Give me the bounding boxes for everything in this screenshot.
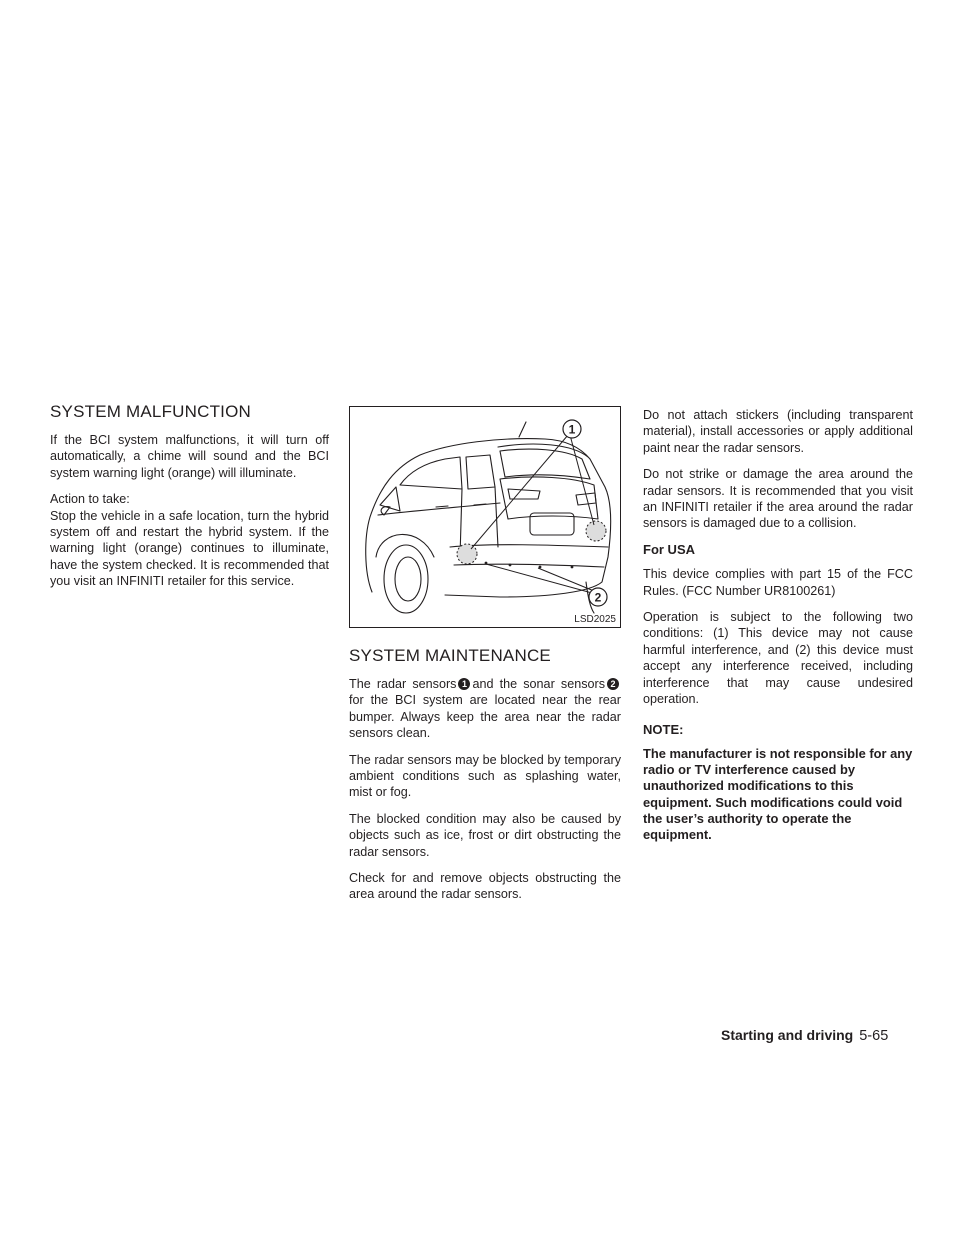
- note-title: NOTE:: [643, 721, 684, 737]
- page-number: 5-65: [859, 1028, 889, 1044]
- text-run: for the BCI system are located near the rear bumper. Always keep the area near the radar sensors clean.: [349, 693, 621, 741]
- callout-2-icon: 2: [607, 678, 619, 690]
- section-heading-malfunction: SYSTEM MALFUNCTION: [50, 402, 252, 421]
- paragraph: The blocked condition may also be caused by objects such as ice, frost or dirt obstructing the radar sensors.: [349, 811, 621, 859]
- paragraph: Operation is subject to the following two conditions: (1) This device may not cause harmful interference, and (2) this device must accept any interference received, including interference that may cause undesired operation.: [643, 610, 913, 707]
- figure-code: LSD2025: [574, 614, 616, 625]
- paragraph: This device complies with part 15 of the FCC Rules. (FCC Number UR8100261): [643, 567, 913, 598]
- paragraph: If the BCI system malfunctions, it will turn off automatically, a chime will sound and the BCI system warning light (orange) will illuminate.: [50, 433, 329, 480]
- paragraph: [349, 676, 621, 742]
- text-run: and the sonar sensors: [472, 677, 605, 691]
- vehicle-sensor-figure: [349, 406, 621, 628]
- callout-2-badge: [589, 588, 607, 606]
- footer-section-title: Starting and driving: [721, 1027, 854, 1043]
- paragraph: Check for and remove objects obstructing the area around the radar sensors.: [349, 871, 621, 902]
- callout-1-badge: [563, 420, 581, 438]
- column-middle: [349, 406, 621, 913]
- text-run: The radar sensors: [349, 677, 457, 691]
- paragraph: Do not attach stickers (including transparent material), install accessories or apply additional paint near the radar sensors.: [643, 408, 913, 455]
- action-label: Action to take:: [50, 492, 130, 507]
- paragraph: Stop the vehicle in a safe location, turn the hybrid system off and restart the hybrid system. If the warning light (orange) continues to illuminate, have the system checked. It is recommended that you visit an INFINITI retailer for this service.: [50, 508, 329, 589]
- callout-2-label: 2: [594, 590, 602, 605]
- subheading-for-usa: For USA: [643, 541, 695, 557]
- callout-1-label: 1: [568, 422, 576, 437]
- column-left: [50, 402, 329, 600]
- vehicle-rear-illustration: [350, 407, 620, 627]
- note-text: The manufacturer is not responsible for any radio or TV interference caused by unauthorized modifications to this equipment. Such modifications could void the user’s authority to operate the equipment.: [643, 745, 913, 842]
- paragraph: The radar sensors may be blocked by temporary ambient conditions such as splashing water, mist or fog.: [349, 752, 621, 800]
- section-heading-maintenance: SYSTEM MAINTENANCE: [349, 646, 551, 665]
- column-right: [643, 407, 913, 853]
- paragraph: Do not strike or damage the area around the radar sensors. It is recommended that you visit an INFINITI retailer if the area around the radar sensors is damaged due to a collision.: [643, 467, 913, 531]
- callout-1-icon: 1: [458, 678, 470, 690]
- page-footer: [721, 1027, 888, 1044]
